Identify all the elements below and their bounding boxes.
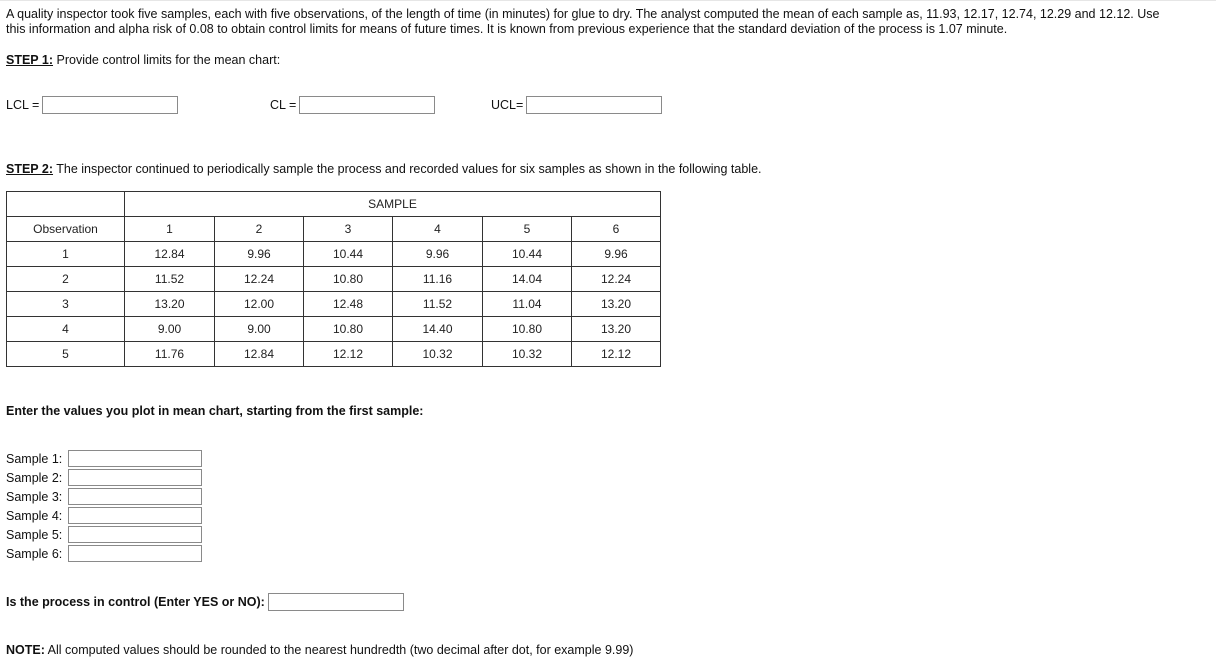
- rounding-note: [6, 643, 633, 657]
- table-cell: 9.96: [572, 242, 661, 267]
- observation-table: [6, 191, 661, 367]
- table-row: [7, 317, 661, 342]
- cl-input[interactable]: [299, 96, 435, 114]
- table-cell: 10.44: [483, 242, 572, 267]
- sample-row: [6, 449, 202, 468]
- table-cell: 12.84: [215, 342, 304, 367]
- step1-text: Provide control limits for the mean chart:: [53, 53, 281, 67]
- ucl-input[interactable]: [526, 96, 662, 114]
- cl-label: CL =: [270, 98, 297, 112]
- table-cell: 11.04: [483, 292, 572, 317]
- table-row: [7, 267, 661, 292]
- table-row: [7, 242, 661, 267]
- table-cell: 10.80: [304, 267, 393, 292]
- step2-instruction: [6, 162, 762, 176]
- table-cell: 12.24: [215, 267, 304, 292]
- table-cell: 9.96: [215, 242, 304, 267]
- table-cell: 9.00: [215, 317, 304, 342]
- sample-1-input[interactable]: [68, 450, 202, 467]
- table-cell: 14.40: [393, 317, 483, 342]
- column-header: 4: [393, 217, 483, 242]
- table-corner-cell: [7, 192, 125, 217]
- observation-number: 3: [7, 292, 125, 317]
- column-header: 3: [304, 217, 393, 242]
- observation-number: 1: [7, 242, 125, 267]
- table-cell: 11.52: [393, 292, 483, 317]
- step1-instruction: [6, 53, 280, 67]
- table-cell: 12.12: [572, 342, 661, 367]
- table-cell: 12.48: [304, 292, 393, 317]
- sample-group-header: SAMPLE: [125, 192, 661, 217]
- sample-row: [6, 506, 202, 525]
- top-divider: [0, 0, 1216, 1]
- step2-text: The inspector continued to periodically sample the process and recorded values for six samples as shown in the following table.: [53, 162, 762, 176]
- table-cell: 12.12: [304, 342, 393, 367]
- lcl-label: LCL =: [6, 98, 40, 112]
- sample-2-input[interactable]: [68, 469, 202, 486]
- note-text: All computed values should be rounded to the nearest hundredth (two decimal after dot, for example 9.99): [44, 643, 634, 657]
- process-control-input[interactable]: [268, 593, 404, 611]
- table-cell: 10.80: [483, 317, 572, 342]
- table-cell: 11.16: [393, 267, 483, 292]
- observation-header: Observation: [7, 217, 125, 242]
- sample-label: Sample 6:: [6, 546, 63, 561]
- column-header: 1: [125, 217, 215, 242]
- ucl-label: UCL=: [491, 98, 524, 112]
- sample-row: [6, 544, 202, 563]
- column-header: 2: [215, 217, 304, 242]
- sample-3-input[interactable]: [68, 488, 202, 505]
- sample-4-input[interactable]: [68, 507, 202, 524]
- table-cell: 12.24: [572, 267, 661, 292]
- table-cell: 10.80: [304, 317, 393, 342]
- process-control-question: [6, 593, 404, 611]
- observation-number: 4: [7, 317, 125, 342]
- table-row: [7, 292, 661, 317]
- table-cell: 14.04: [483, 267, 572, 292]
- table-cell: 9.96: [393, 242, 483, 267]
- table-cell: 13.20: [125, 292, 215, 317]
- table-cell: 10.32: [393, 342, 483, 367]
- table-row: [7, 342, 661, 367]
- lcl-input[interactable]: [42, 96, 178, 114]
- sample-label: Sample 3:: [6, 489, 63, 504]
- process-control-label: Is the process in control (Enter YES or NO):: [6, 595, 265, 609]
- note-label: NOTE:: [6, 643, 45, 657]
- table-cell: 13.20: [572, 292, 661, 317]
- column-header: 6: [572, 217, 661, 242]
- sample-label: Sample 1:: [6, 451, 63, 466]
- step1-label: STEP 1:: [6, 53, 54, 67]
- table-cell: 10.44: [304, 242, 393, 267]
- sample-label: Sample 2:: [6, 470, 63, 485]
- observation-number: 5: [7, 342, 125, 367]
- table-header-row: [7, 217, 661, 242]
- sample-row: [6, 468, 202, 487]
- sample-5-input[interactable]: [68, 526, 202, 543]
- table-cell: 13.20: [572, 317, 661, 342]
- table-cell: 12.84: [125, 242, 215, 267]
- lcl-field-group: [6, 96, 178, 114]
- sample-row: [6, 525, 202, 544]
- ucl-field-group: [491, 96, 662, 114]
- table-cell: 11.76: [125, 342, 215, 367]
- table-cell: 10.32: [483, 342, 572, 367]
- table-cell: 12.00: [215, 292, 304, 317]
- table-cell: 11.52: [125, 267, 215, 292]
- sample-row: [6, 487, 202, 506]
- table-cell: 9.00: [125, 317, 215, 342]
- sample-6-input[interactable]: [68, 545, 202, 562]
- cl-field-group: [270, 96, 435, 114]
- sample-label: Sample 5:: [6, 527, 63, 542]
- sample-means-heading: Enter the values you plot in mean chart, starting from the first sample:: [6, 404, 424, 418]
- sample-label: Sample 4:: [6, 508, 63, 523]
- observation-number: 2: [7, 267, 125, 292]
- sample-means-form: [6, 449, 202, 563]
- step2-label: STEP 2:: [6, 162, 54, 176]
- problem-statement: A quality inspector took five samples, each with five observations, of the length of time (in minutes) for glue to dry. The analyst computed the mean of each sample as, 11.93, 12.17, 12.74, 12.29 and 12.12. Use this information and alpha risk of 0.08 to obtain control limits for means of future times. It is known from previous experience that the standard deviation of the process is 1.07 minute.: [6, 7, 1160, 36]
- column-header: 5: [483, 217, 572, 242]
